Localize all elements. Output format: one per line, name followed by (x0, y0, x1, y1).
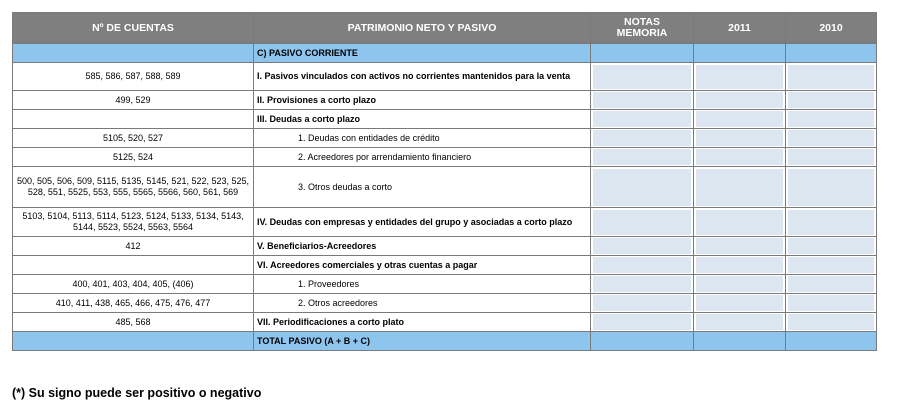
line-description: I. Pasivos vinculados con activos no corrientes mantenidos para la venta (254, 63, 591, 91)
value-2011-cell[interactable] (694, 110, 786, 129)
input-field[interactable] (593, 111, 691, 127)
account-numbers: 5103, 5104, 5113, 5114, 5123, 5124, 5133, 5134, 5143, 5144, 5523, 5524, 5563, 5564 (13, 208, 254, 237)
notes-cell[interactable] (591, 129, 694, 148)
account-numbers: 5105, 520, 527 (13, 129, 254, 148)
notes-cell[interactable] (591, 91, 694, 110)
table-row (13, 208, 877, 237)
line-description: II. Provisiones a corto plazo (254, 91, 591, 110)
input-field[interactable] (593, 257, 691, 273)
notes-cell[interactable] (591, 208, 694, 237)
value-2010-cell[interactable] (786, 208, 877, 237)
account-numbers: 400, 401, 403, 404, 405, (406) (13, 275, 254, 294)
input-field[interactable] (593, 276, 691, 292)
input-field[interactable] (593, 314, 691, 330)
input-field[interactable] (788, 276, 874, 292)
balance-sheet (12, 12, 876, 351)
account-numbers (13, 110, 254, 129)
line-description: C) PASIVO CORRIENTE (254, 44, 591, 63)
input-field[interactable] (696, 111, 783, 127)
line-description: TOTAL PASIVO (A + B + C) (254, 332, 591, 351)
line-description: VII. Periodificaciones a corto plato (254, 313, 591, 332)
table-row (13, 237, 877, 256)
line-description: 2. Acreedores por arrendamiento financiero (254, 148, 591, 167)
input-field[interactable] (696, 130, 783, 146)
notes-cell (591, 44, 694, 63)
value-2011-cell[interactable] (694, 63, 786, 91)
value-2010-cell[interactable] (786, 256, 877, 275)
value-2010-cell[interactable] (786, 91, 877, 110)
table-row (13, 129, 877, 148)
line-description: 2. Otros acreedores (254, 294, 591, 313)
value-2011-cell (694, 332, 786, 351)
header-accounts: Nº DE CUENTAS (13, 13, 254, 44)
input-field[interactable] (696, 257, 783, 273)
value-2010-cell[interactable] (786, 63, 877, 91)
header-description: PATRIMONIO NETO Y PASIVO (254, 13, 591, 44)
account-numbers: 585, 586, 587, 588, 589 (13, 63, 254, 91)
input-field[interactable] (788, 314, 874, 330)
line-description: 1. Proveedores (254, 275, 591, 294)
value-2010-cell[interactable] (786, 148, 877, 167)
input-field[interactable] (788, 238, 874, 254)
line-description: IV. Deudas con empresas y entidades del grupo y asociadas a corto plazo (254, 208, 591, 237)
input-field[interactable] (696, 295, 783, 311)
input-field[interactable] (696, 92, 783, 108)
account-numbers: 485, 568 (13, 313, 254, 332)
notes-cell[interactable] (591, 110, 694, 129)
header-row (13, 13, 877, 44)
value-2011-cell[interactable] (694, 129, 786, 148)
input-field[interactable] (788, 92, 874, 108)
value-2010-cell[interactable] (786, 129, 877, 148)
input-field[interactable] (788, 111, 874, 127)
table-row (13, 44, 877, 63)
account-numbers: 412 (13, 237, 254, 256)
input-field[interactable] (593, 130, 691, 146)
footnote: (*) Su signo puede ser positivo o negativo (12, 386, 262, 400)
table-row (13, 91, 877, 110)
header-2011: 2011 (694, 13, 786, 44)
value-2011-cell[interactable] (694, 275, 786, 294)
input-field[interactable] (696, 65, 783, 89)
line-description: 1. Deudas con entidades de crédito (254, 129, 591, 148)
value-2010-cell[interactable] (786, 167, 877, 208)
value-2011-cell (694, 44, 786, 63)
input-field[interactable] (593, 210, 691, 235)
value-2010-cell (786, 44, 877, 63)
line-description: V. Beneficiarios-Acreedores (254, 237, 591, 256)
value-2010-cell[interactable] (786, 237, 877, 256)
table-row (13, 256, 877, 275)
liabilities-table (12, 12, 877, 351)
input-field[interactable] (696, 210, 783, 235)
value-2011-cell[interactable] (694, 208, 786, 237)
account-numbers: 499, 529 (13, 91, 254, 110)
input-field[interactable] (696, 149, 783, 165)
input-field[interactable] (788, 149, 874, 165)
input-field[interactable] (696, 314, 783, 330)
notes-cell[interactable] (591, 313, 694, 332)
input-field[interactable] (593, 149, 691, 165)
input-field[interactable] (696, 238, 783, 254)
value-2011-cell[interactable] (694, 91, 786, 110)
header-2010: 2010 (786, 13, 877, 44)
value-2011-cell[interactable] (694, 256, 786, 275)
account-numbers: 5125, 524 (13, 148, 254, 167)
value-2011-cell[interactable] (694, 294, 786, 313)
input-field[interactable] (788, 65, 874, 89)
input-field[interactable] (593, 92, 691, 108)
value-2011-cell[interactable] (694, 237, 786, 256)
table-row (13, 294, 877, 313)
line-description: III. Deudas a corto plazo (254, 110, 591, 129)
notes-cell[interactable] (591, 275, 694, 294)
value-2010-cell[interactable] (786, 313, 877, 332)
table-row (13, 110, 877, 129)
table-row (13, 332, 877, 351)
notes-cell (591, 332, 694, 351)
input-field[interactable] (593, 238, 691, 254)
notes-cell[interactable] (591, 148, 694, 167)
input-field[interactable] (788, 130, 874, 146)
input-field[interactable] (696, 276, 783, 292)
value-2011-cell[interactable] (694, 167, 786, 208)
table-row (13, 167, 877, 208)
value-2010-cell[interactable] (786, 110, 877, 129)
notes-cell[interactable] (591, 256, 694, 275)
input-field[interactable] (788, 169, 874, 206)
input-field[interactable] (788, 295, 874, 311)
value-2010-cell[interactable] (786, 275, 877, 294)
line-description: 3. Otros deudas a corto (254, 167, 591, 208)
table-row (13, 148, 877, 167)
input-field[interactable] (593, 65, 691, 89)
account-numbers (13, 44, 254, 63)
value-2011-cell[interactable] (694, 313, 786, 332)
account-numbers (13, 332, 254, 351)
account-numbers (13, 256, 254, 275)
line-description: VI. Acreedores comerciales y otras cuentas a pagar (254, 256, 591, 275)
input-field[interactable] (788, 210, 874, 235)
input-field[interactable] (593, 295, 691, 311)
input-field[interactable] (696, 169, 783, 206)
value-2010-cell (786, 332, 877, 351)
table-row (13, 313, 877, 332)
value-2010-cell[interactable] (786, 294, 877, 313)
input-field[interactable] (788, 257, 874, 273)
account-numbers: 500, 505, 506, 509, 5115, 5135, 5145, 521, 522, 523, 525, 528, 551, 5525, 553, 555, 5565, 5566, 560, 561, 569 (13, 167, 254, 208)
table-row (13, 275, 877, 294)
value-2011-cell[interactable] (694, 148, 786, 167)
account-numbers: 410, 411, 438, 465, 466, 475, 476, 477 (13, 294, 254, 313)
header-notes: NOTAS MEMORIA (591, 13, 694, 44)
table-row (13, 63, 877, 91)
notes-cell[interactable] (591, 63, 694, 91)
notes-cell[interactable] (591, 237, 694, 256)
notes-cell[interactable] (591, 294, 694, 313)
notes-cell[interactable] (591, 167, 694, 208)
input-field[interactable] (593, 169, 691, 206)
